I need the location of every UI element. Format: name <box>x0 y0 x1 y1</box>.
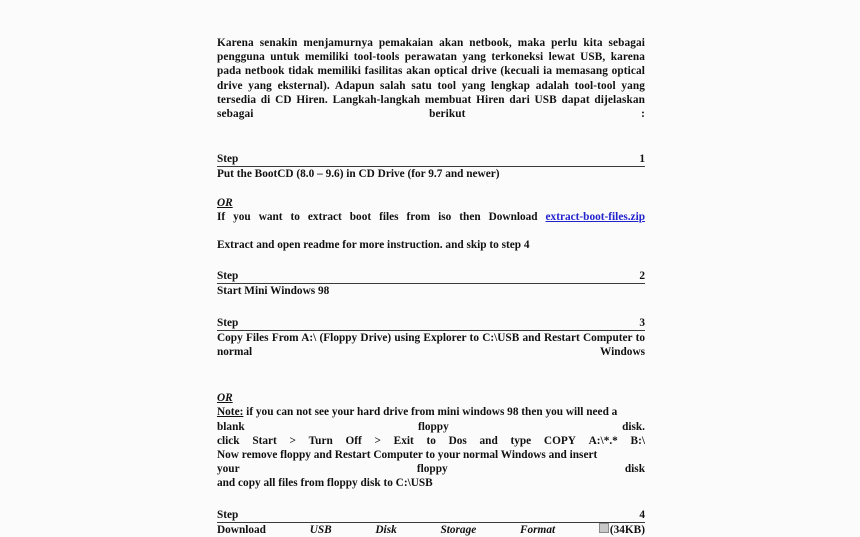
step-3-content: Copy Files From A:\ (Floppy Drive) using Explorer to C:\USB and Restart Computer to normal Windows <box>217 331 645 358</box>
step-4-download-row <box>217 523 645 537</box>
note-line-blank-floppy-disk <box>217 420 645 434</box>
step-3-label: Step <box>217 316 239 329</box>
note-line-dos-command <box>217 434 645 448</box>
step-3-header <box>217 317 645 331</box>
note-label: Note: <box>217 406 244 419</box>
note-line <box>217 405 645 419</box>
note-or-label: OR <box>217 392 233 405</box>
note-word: click <box>217 434 240 447</box>
note-word: type <box>510 434 532 447</box>
step-4-header <box>217 509 645 523</box>
step-1-content: Put the BootCD (8.0 – 9.6) in CD Drive (for 9.7 and newer) <box>217 168 500 181</box>
spacer <box>217 299 645 317</box>
tool-word-storage: Storage <box>440 523 477 536</box>
tool-word-usb: USB <box>309 523 332 536</box>
tool-word-format: Format <box>519 523 556 536</box>
extract-boot-files-download-link[interactable]: extract-boot-files.zip <box>545 210 645 223</box>
intro-paragraph: Karena senakin menjamurnya pemakaian akan netbook, maka perlu kita sebagai pengguna untuk memiliki tool-tools perawatan yang terkoneksi lewat USB, karena pada netbook tidak memiliki fasilitas akan optical drive (kecuali ia memasang optical drive yang eksternal). Adapun salah satu tool yang lengkap adalah tool-tool yang tersedia di CD Hiren. Langkah-langkah membuat Hiren dari USB dapat dijelaskan sebagai berikut : <box>217 37 645 121</box>
step-1-or-label: OR <box>217 196 233 209</box>
note-word: > <box>289 434 296 447</box>
step-1-alt-text-before: If you want to extract boot files from iso then Download <box>217 210 546 223</box>
spacer <box>217 373 645 391</box>
spacer <box>217 491 645 509</box>
note-word: and <box>479 434 498 447</box>
note-word: B:\ <box>630 434 645 447</box>
note-word: Turn <box>308 434 333 447</box>
note-word: your <box>217 463 240 476</box>
step-2-number: 2 <box>639 270 645 283</box>
spacer <box>217 182 645 196</box>
note-word: Exit <box>393 434 414 447</box>
note-line-copy-files: and copy all files from floppy disk to C:\USB <box>217 477 433 490</box>
attachment-size-group <box>599 523 645 537</box>
note-word: blank <box>217 420 245 433</box>
step-3-number: 3 <box>639 316 645 329</box>
note-word: floppy <box>416 463 448 476</box>
step-4-number: 4 <box>639 508 645 521</box>
note-line-remove-floppy: Now remove floppy and Restart Computer to your normal Windows and insert <box>217 449 598 462</box>
spacer <box>217 252 645 270</box>
step-4-label: Step <box>217 508 239 521</box>
step-2-header <box>217 270 645 284</box>
step-1-header <box>217 153 645 167</box>
spacer <box>217 135 645 153</box>
note-word: to <box>426 434 436 447</box>
note-word: Off <box>345 434 362 447</box>
file-size-label: (34KB) <box>609 523 645 536</box>
note-word: floppy <box>417 420 449 433</box>
step-1-alt-instruction <box>217 210 645 238</box>
step-2-label: Step <box>217 270 239 283</box>
note-word: A:\*.* <box>588 434 618 447</box>
note-text: if you can not see your hard drive from mini windows 98 then you will need a <box>243 406 618 419</box>
document-text-body <box>217 36 645 537</box>
step-1-number: 1 <box>639 153 645 166</box>
note-word: Dos <box>448 434 467 447</box>
step-1-alt-text-after: Extract and open readme for more instruction. and skip to step 4 <box>217 239 530 252</box>
note-word: disk <box>624 463 645 476</box>
note-word: disk. <box>622 420 645 433</box>
step-2-content: Start Mini Windows 98 <box>217 285 330 298</box>
note-word: COPY <box>543 434 576 447</box>
tool-word-disk: Disk <box>375 523 397 536</box>
broken-image-icon <box>599 523 609 533</box>
note-word: Start <box>252 434 277 447</box>
download-label: Download <box>217 523 266 536</box>
step-1-label: Step <box>217 153 239 166</box>
note-word: > <box>374 434 381 447</box>
note-line-your-floppy-disk <box>217 462 645 476</box>
